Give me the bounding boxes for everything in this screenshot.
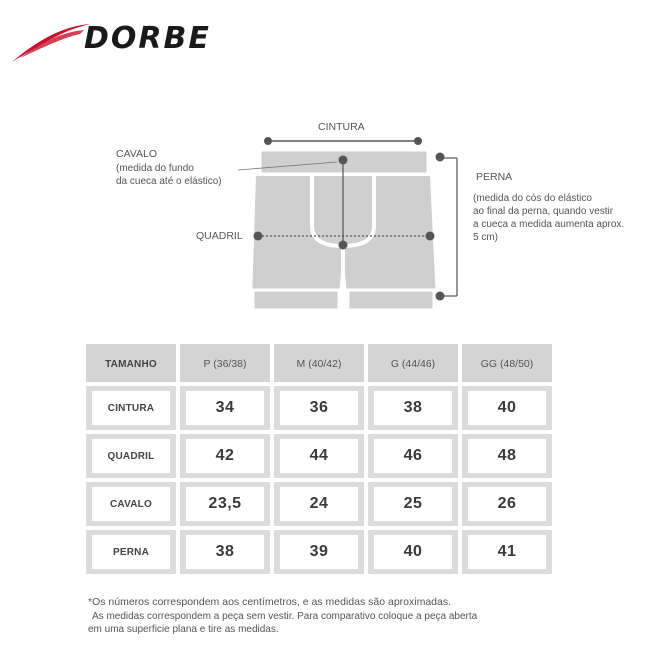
- header-tamanho: TAMANHO: [105, 359, 157, 370]
- row-label: CAVALO: [110, 498, 152, 510]
- table-cell: 23,5: [208, 495, 242, 512]
- table-cell: 41: [497, 543, 517, 560]
- table-cell: 25: [403, 495, 423, 512]
- cavalo-desc-1: (medida do fundo: [116, 163, 194, 174]
- footnote: [88, 596, 588, 637]
- table-cell: 26: [497, 495, 517, 512]
- cavalo-label: CAVALO: [116, 148, 158, 160]
- table-cell: 38: [403, 399, 423, 416]
- table-cell: 44: [309, 447, 329, 464]
- row-label: CINTURA: [107, 402, 155, 414]
- dorbe-logo: [10, 8, 250, 66]
- perna-desc-4: 5 cm): [473, 232, 498, 243]
- header-g: G (44/46): [390, 358, 436, 370]
- cintura-label: CINTURA: [318, 121, 365, 133]
- size-table: [82, 340, 556, 578]
- perna-desc-2: ao final da perna, quando vestir: [473, 206, 614, 217]
- row-label: QUADRIL: [107, 450, 155, 462]
- table-cell: 38: [215, 543, 235, 560]
- table-cell: 40: [403, 543, 423, 560]
- header-cell: [274, 344, 364, 382]
- table-cell: 34: [215, 399, 235, 416]
- table-cell: 42: [215, 447, 235, 464]
- header-cell: [86, 344, 176, 382]
- table-cell: 39: [309, 543, 329, 560]
- cavalo-desc-2: da cueca até o elástico): [116, 176, 222, 187]
- perna-desc-3: a cueca a medida aumenta aprox.: [473, 219, 625, 230]
- table-cell: 48: [497, 447, 517, 464]
- table-header-row: [86, 344, 552, 382]
- header-m: M (40/42): [296, 358, 342, 370]
- table-cell: 40: [497, 399, 517, 416]
- row-label: PERNA: [112, 546, 149, 558]
- table-cell: 24: [309, 495, 329, 512]
- footnote-line-2: As medidas correspondem a peça sem vestir. Para comparativo coloque a peça aberta: [92, 610, 478, 622]
- table-cell: 36: [309, 399, 329, 416]
- quadril-label: QUADRIL: [196, 230, 243, 242]
- table-row: [86, 530, 552, 574]
- table-row: [86, 386, 552, 430]
- header-p: P (36/38): [203, 358, 247, 370]
- brand-name: DORBE: [84, 21, 211, 56]
- header-cell: [462, 344, 552, 382]
- perna-desc-1: (medida do cós do elástico: [473, 193, 592, 204]
- header-cell: [368, 344, 458, 382]
- table-cell: 46: [403, 447, 423, 464]
- table-row: [86, 482, 552, 526]
- table-row: [86, 434, 552, 478]
- footnote-line-1: *Os números correspondem aos centímetros, e as medidas são aproximadas.: [88, 596, 452, 608]
- footnote-line-3: em uma superficie plana e tire as medidas.: [88, 624, 279, 635]
- header-cell: [180, 344, 270, 382]
- perna-label: PERNA: [476, 171, 513, 183]
- header-gg: GG (48/50): [480, 358, 534, 370]
